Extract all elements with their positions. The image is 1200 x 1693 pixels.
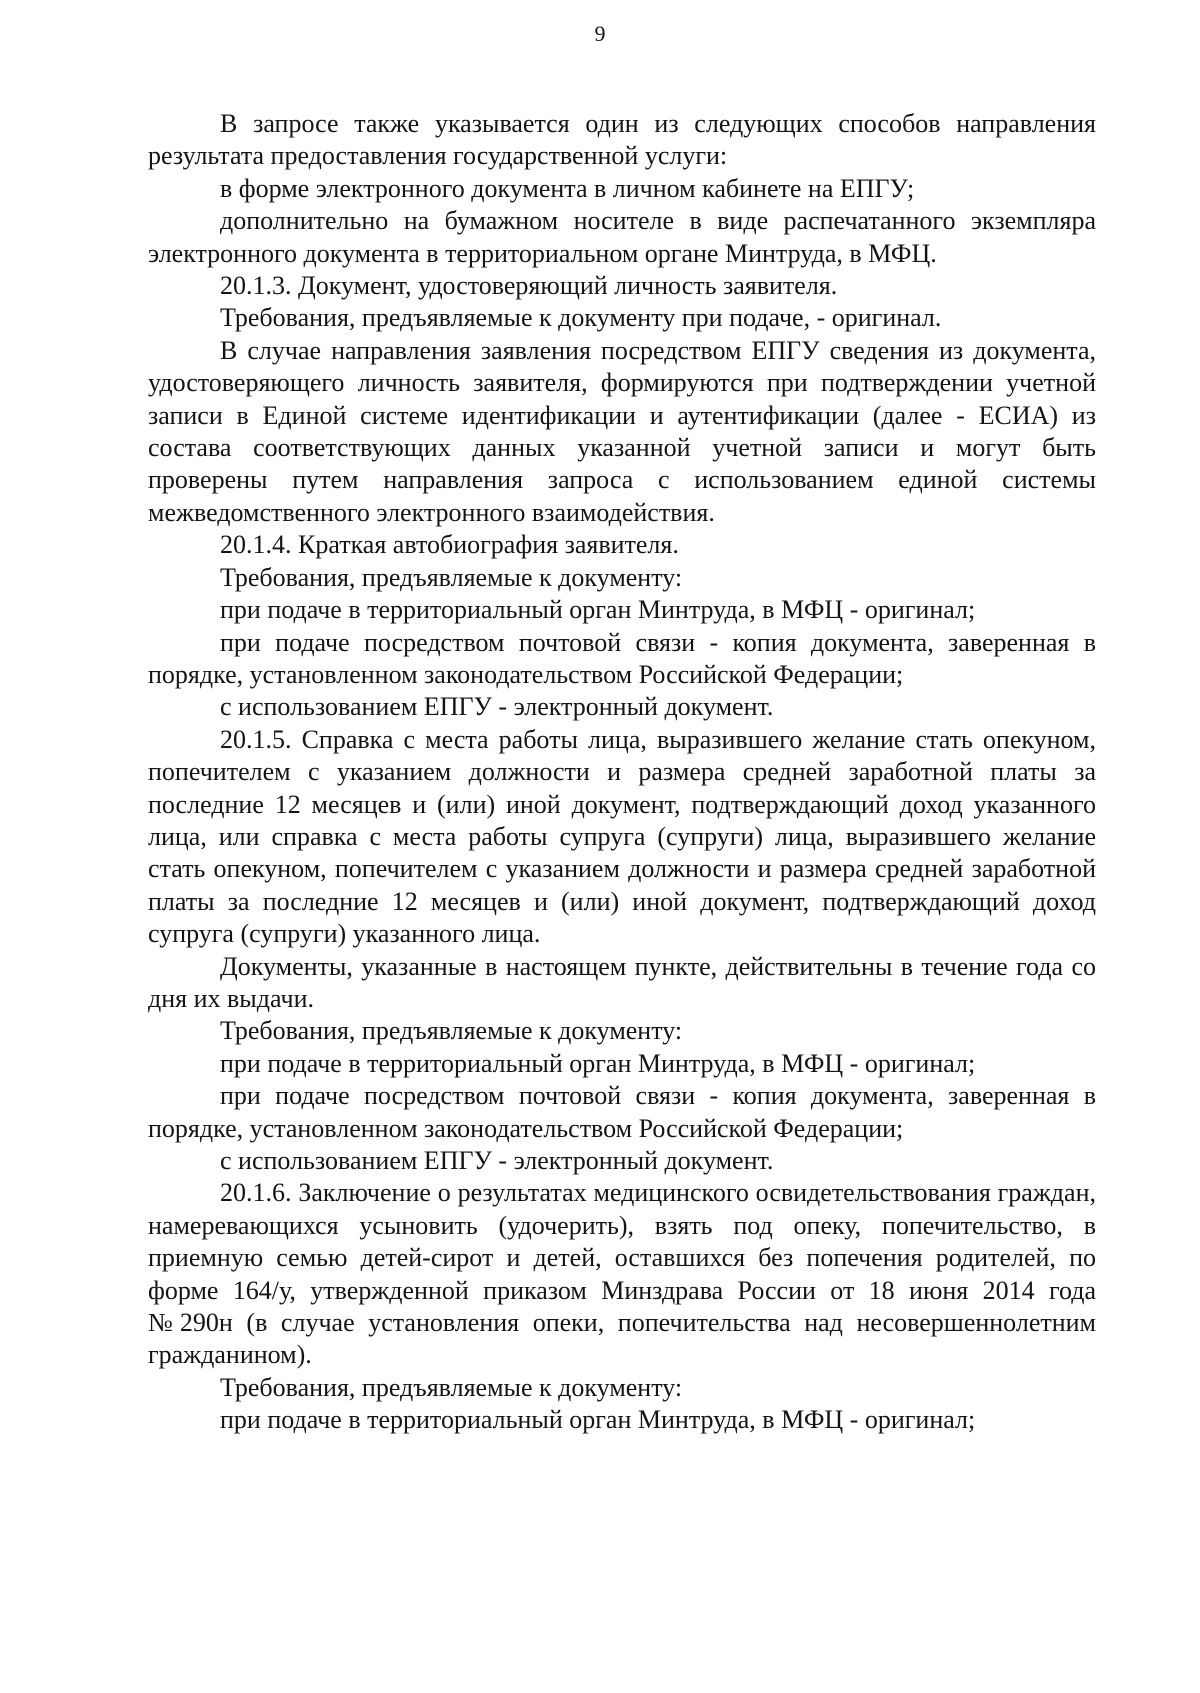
- paragraph-postal-copy: при подаче посредством почтовой связи - копия документа, заверенная в порядке, установленном законодательством Российской Федерации;: [148, 627, 1096, 689]
- paragraph-original-submission: при подаче в территориальный орган Минтруда, в МФЦ - оригинал;: [220, 1048, 976, 1078]
- paragraph-requirements-label: Требования, предъявляемые к документу:: [220, 562, 683, 592]
- paragraph-validity-period: Документы, указанные в настоящем пункте, действительны в течение года со дня их выдачи.: [148, 951, 1096, 1013]
- paragraph-epgu-electronic: с использованием ЕПГУ - электронный документ.: [220, 1146, 774, 1175]
- paragraph-requirements-label: Требования, предъявляемые к документу:: [220, 1016, 683, 1046]
- paragraph-epgu-electronic: с использованием ЕПГУ - электронный документ.: [220, 692, 774, 722]
- paragraph-electronic-form: в форме электронного документа в личном кабинете на ЕПГУ;: [220, 173, 915, 203]
- page-number: 9: [594, 21, 606, 46]
- paragraph-original-submission: при подаче в территориальный орган Минтруда, в МФЦ - оригинал;: [220, 595, 976, 625]
- paragraph-original-submission: при подаче в территориальный орган Минтруда, в МФЦ - оригинал;: [220, 1405, 976, 1435]
- paragraph-20-1-3-heading: 20.1.3. Документ, удостоверяющий личность заявителя.: [220, 271, 838, 301]
- paragraph-postal-copy: при подаче посредством почтовой связи - копия документа, заверенная в порядке, установленном законодательством Российской Федерации;: [148, 1081, 1096, 1143]
- paragraph-20-1-3-requirements: Требования, предъявляемые к документу при подаче, - оригинал.: [220, 303, 942, 333]
- paragraph-20-1-3-esia: В случае направления заявления посредством ЕПГУ сведения из документа, удостоверяющего личность заявителя, формируются при подтверждении учетной записи в Единой системе идентификации и аутентификации (далее - ЕСИА) из состава соответствующих данных указанной учетной записи и могут быть проверены путем направления запроса с использованием единой системы межведомственного электронного взаимодействия.: [148, 335, 1096, 527]
- paragraph-20-1-6-heading: 20.1.6. Заключение о результатах медицинского освидетельствования граждан, намеревающихся усыновить (удочерить), взять под опеку, попечительство, в приемную семью детей-сирот и детей, оставшихся без попечения родителей, по форме 164/у, утвержденной приказом Минздрава России от 18 июня 2014 года №290н (в случае установления опеки, попечительства над несовершеннолетним гражданином).: [148, 1178, 1096, 1370]
- paragraph-paper-copy: дополнительно на бумажном носителе в виде распечатанного экземпляра электронного документа в территориальном органе Минтруда, в МФЦ.: [148, 206, 1096, 268]
- paragraph-20-1-4-heading: 20.1.4. Краткая автобиография заявителя.: [220, 530, 679, 560]
- paragraph-requirements-label: Требования, предъявляемые к документу:: [220, 1372, 683, 1402]
- paragraph-20-1-5-heading: 20.1.5. Справка с места работы лица, выразившего желание стать опекуном, попечителем с указанием должности и размера средней заработной платы за последние 12 месяцев и (или) иной документ, подтверждающий доход указанного лица, или справка с места работы супруга (супруги) лица, выразившего желание стать опекуном, попечителем с указанием должности и размера средней заработной платы за последние 12 месяцев и (или) иной документ, подтверждающий доход супруга (супруги) указанного лица.: [148, 724, 1096, 949]
- document-body: [148, 108, 1096, 1437]
- paragraph-result-delivery-methods: В запросе также указывается один из следующих способов направления результата предоставления государственной услуги:: [148, 109, 1096, 171]
